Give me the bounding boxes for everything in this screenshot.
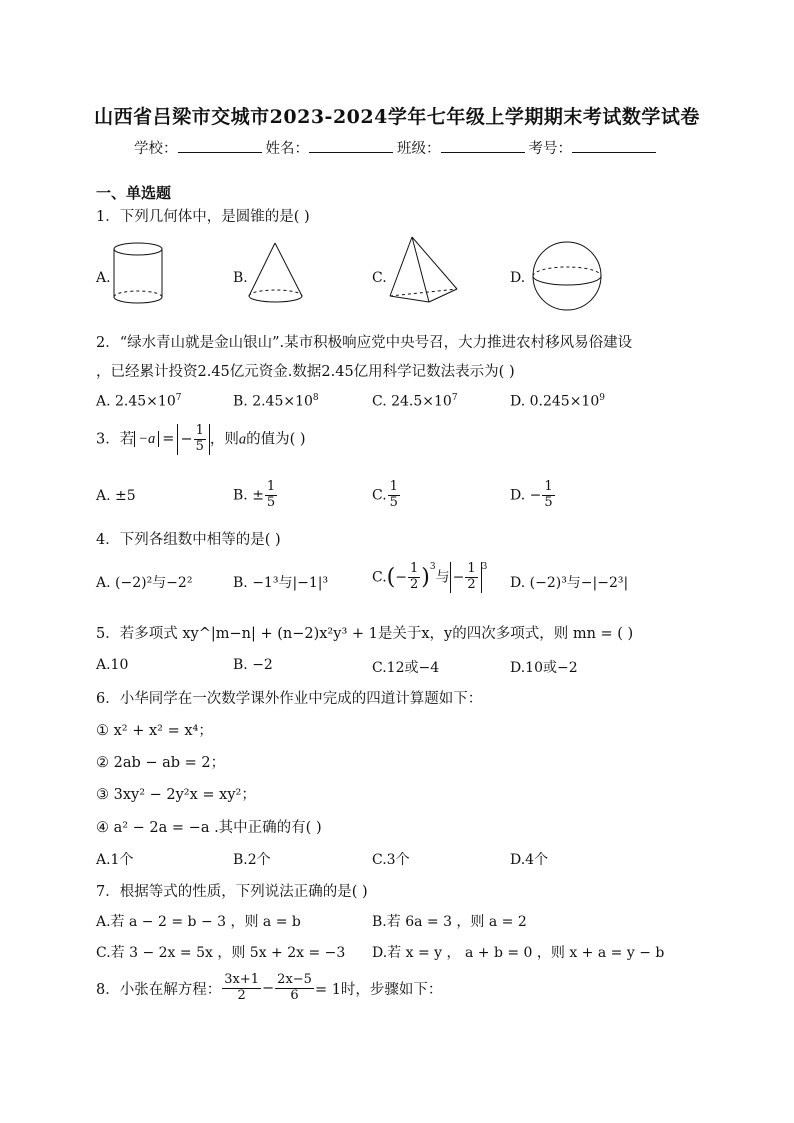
- q6-option-c: C.3个: [372, 852, 410, 868]
- q7-option-d: D.若 x = y ， a + b = 0 ，则 x + a = y − b: [372, 945, 665, 961]
- number-label: 考号：: [528, 141, 572, 157]
- q4-option-a: A. (−2)²与−2²: [96, 575, 193, 591]
- q6-item-4: ④ a² − 2a = −a .其中正确的有( ): [96, 820, 322, 836]
- page-title: 山西省吕梁市交城市2023-2024学年七年级上学期期末考试数学试卷: [94, 106, 700, 128]
- q2-option-a: A. $2.45\times 10^7$: [96, 393, 182, 410]
- q6-option-d: D.4个: [510, 852, 549, 868]
- q7-option-b: B.若 6a = 3 ，则 a = 2: [372, 914, 527, 930]
- q6-item-3: ③ 3xy² − 2y²x = xy²；: [96, 787, 256, 803]
- q1-option-d-label: D.: [510, 270, 526, 286]
- q5-option-c: C.12或−4: [372, 660, 440, 676]
- q6-option-a: A.1个: [96, 852, 134, 868]
- q6-item-2: ② 2ab − ab = 2；: [96, 755, 226, 771]
- q5-option-d: D.10或−2: [510, 660, 578, 676]
- school-blank[interactable]: [178, 139, 262, 153]
- q7-option-c: C.若 3 − 2x = 5x ，则 5x + 2x = −3: [96, 945, 346, 961]
- q3-option-c: C. $\frac{1}{5}$: [372, 479, 398, 510]
- question-2-line-2: ，已经累计投资2.45亿元资金.数据2.45亿用科学记数法表示为( ): [96, 364, 515, 380]
- q4-option-c: C.(− $\frac{1}{2}$ )$^3$与 − $\frac{1}{2}$ $^3$: [372, 561, 488, 592]
- student-info-line: [0, 137, 794, 158]
- q1-option-b-label: B.: [233, 270, 248, 286]
- question-7: 7．根据等式的性质，下列说法正确的是( ): [96, 884, 368, 900]
- class-label: 班级：: [397, 141, 441, 157]
- q7-option-a: A.若 a − 2 = b − 3 ，则 a = b: [96, 914, 301, 930]
- q6-option-b: B.2个: [233, 852, 271, 868]
- class-blank[interactable]: [441, 139, 525, 153]
- q3-option-d: D. − $\frac{1}{5}$: [510, 479, 553, 510]
- q2-option-b: B. $2.45\times 10^8$: [233, 393, 319, 410]
- name-blank[interactable]: [309, 139, 393, 153]
- question-8: 8．小张在解方程： $\frac{3x+1}{2}$ − $\frac{2x-5}{6}$ = 1时，步骤如下：: [96, 972, 443, 1003]
- q4-option-d: D. (−2)³与−|−2³|: [510, 575, 629, 591]
- sphere-icon: [527, 240, 607, 312]
- school-label: 学校：: [134, 141, 178, 157]
- question-4: 4．下列各组数中相等的是( ): [96, 532, 281, 548]
- q5-option-b: B. −2: [233, 657, 273, 673]
- q1-option-a-label: A.: [96, 270, 111, 286]
- number-blank[interactable]: [572, 139, 656, 153]
- question-5: 5．若多项式 xy^|m−n| + (n−2)x²y³ + 1是关于x，y的四次多项式，则 mn = ( ): [96, 626, 634, 642]
- q1-option-c-label: C.: [372, 270, 387, 286]
- q4-option-b: B. −1³与|−1|³: [233, 575, 329, 591]
- question-3: 3．若 −a = − $\frac{1}{5}$ ，则a的值为( ): [96, 423, 306, 454]
- cone-icon: [244, 240, 308, 306]
- q3-option-a: A. ±5: [96, 488, 136, 504]
- q5-option-a: A.10: [96, 657, 129, 673]
- q3-option-b: B. ± $\frac{1}{5}$: [233, 479, 276, 510]
- q2-option-d: D. $0.245\times 10^9$: [510, 393, 605, 410]
- pyramid-icon: [387, 234, 461, 306]
- name-label: 姓名：: [265, 141, 309, 157]
- question-6: 6．小华同学在一次数学课外作业中完成的四道计算题如下：: [96, 691, 483, 707]
- question-1: 1．下列几何体中，是圆锥的是( ): [96, 209, 310, 225]
- q6-item-1: ① x² + x² = x⁴；: [96, 723, 213, 739]
- section-title: 一、单选题: [96, 184, 172, 202]
- question-2-line-1: 2．“绿水青山就是金山银山”.某市积极响应党中央号召，大力推进农村移风易俗建设: [96, 335, 633, 351]
- q2-option-c: C. $24.5\times 10^7$: [372, 393, 458, 410]
- cylinder-icon: [108, 241, 168, 305]
